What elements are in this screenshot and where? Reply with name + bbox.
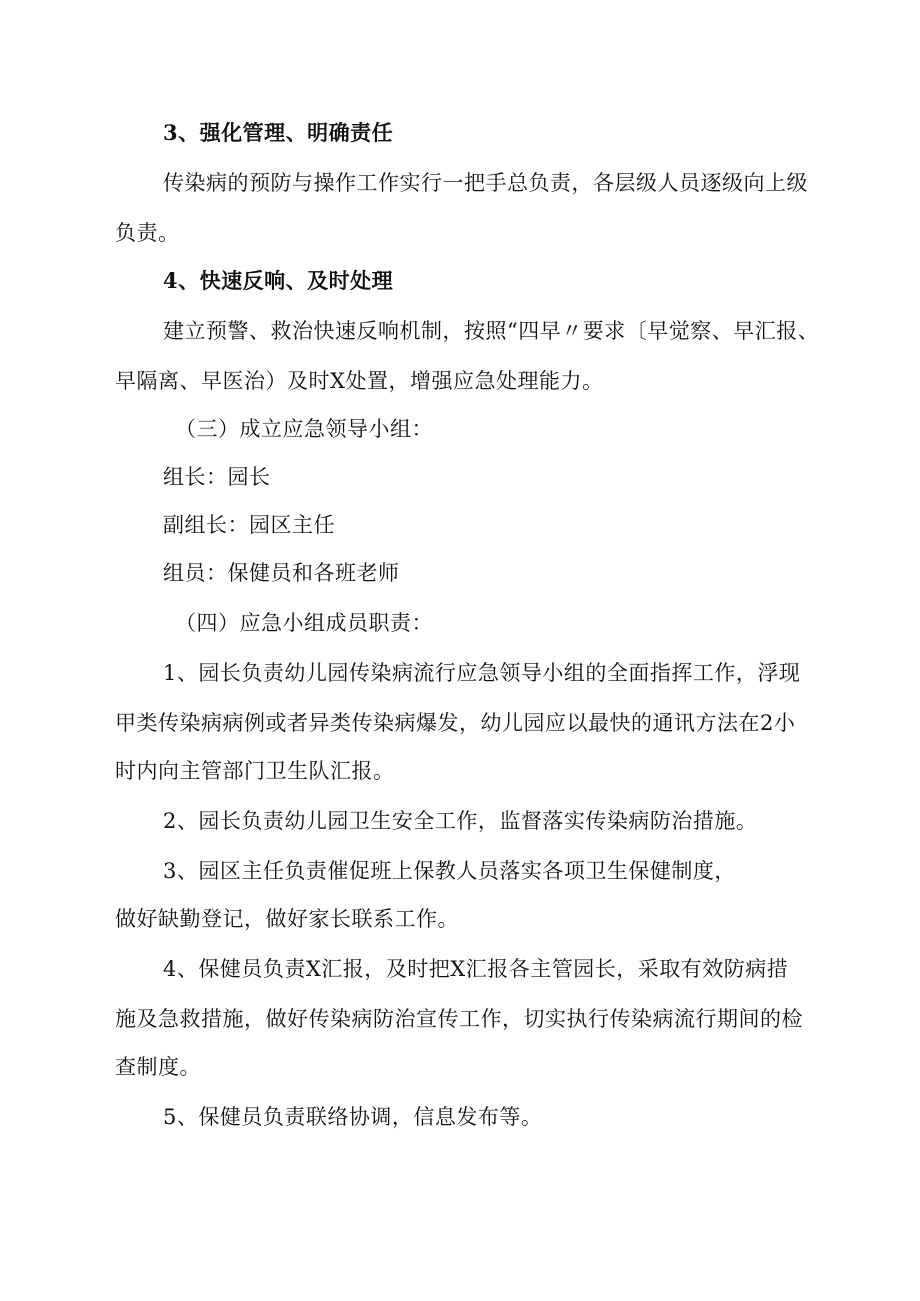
members-line: 组员：保健员和各班老师 (163, 561, 400, 585)
duty-4-line-3: 查制度。 (115, 1055, 201, 1079)
duty-4-line-2: 施及急救措施，做好传染病防治宣传工作，切实执行传染病流行期间的检 (115, 1007, 803, 1031)
duty-1-line-1: 1、园长负责幼儿园传染病流行应急领导小组的全面指挥工作，浮现 (163, 661, 801, 685)
duty-3-line-1: 3、园区主任负责催促班上保教人员落实各项卫生保健制度， (163, 859, 736, 883)
heading-4: 4、快速反响、及时处理 (163, 268, 394, 293)
paragraph-4-line-1: 建立预警、救治快速反响机制，按照“四早〃要求〔早觉察、早汇报、 (163, 319, 820, 343)
duty-3-line-2: 做好缺勤登记，做好家长联系工作。 (115, 907, 459, 931)
paragraph-4-line-2: 早隔离、早医治）及时X处置，增强应急处理能力。 (115, 369, 604, 393)
duty-5-line: 5、保健员负责联络协调，信息发布等。 (163, 1105, 543, 1129)
duty-2-line: 2、园长负责幼儿园卫生安全工作，监督落实传染病防治措施。 (163, 809, 758, 833)
paragraph-3-line-2: 负责。 (115, 221, 180, 245)
deputy-leader-line: 副组长：园区主任 (163, 513, 335, 537)
duty-1-line-3: 时内向主管部门卫生队汇报。 (115, 759, 395, 783)
duty-1-line-2: 甲类传染病病例或者异类传染病爆发，幼儿园应以最快的通讯方法在2小 (115, 711, 796, 735)
section-4-title: （四）应急小组成员职责： (175, 611, 433, 635)
duty-4-line-1: 4、保健员负责X汇报，及时把X汇报各主管园长，采取有效防病措 (163, 957, 789, 981)
section-3-title: （三）成立应急领导小组： (175, 417, 433, 441)
paragraph-3-line-1: 传染病的预防与操作工作实行一把手总负责，各层级人员逐级向上级 (163, 171, 808, 195)
leader-line: 组长：园长 (163, 465, 271, 489)
heading-3: 3、强化管理、明确责任 (163, 120, 394, 145)
